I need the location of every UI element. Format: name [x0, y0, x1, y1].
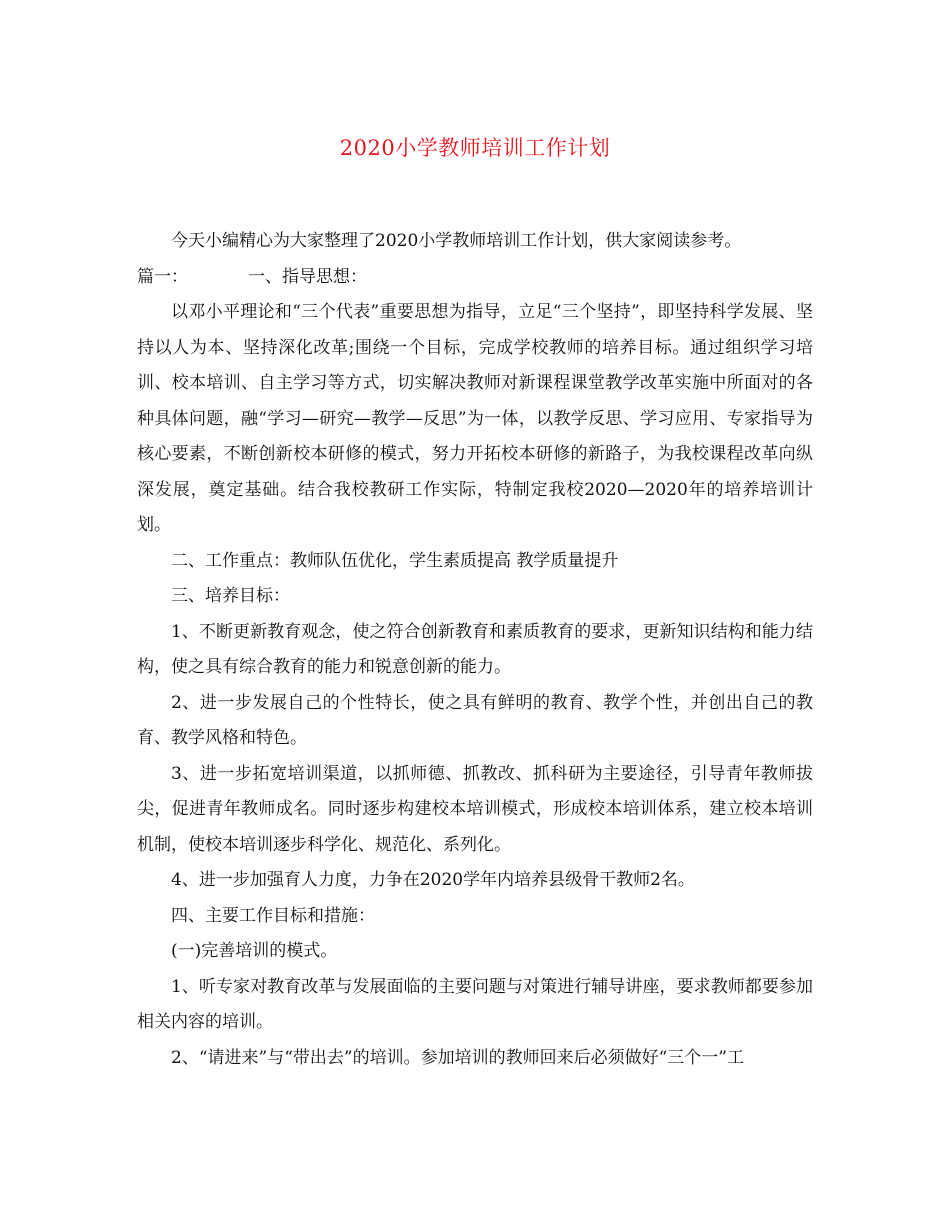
paragraph-goals-heading: 三、培养目标：: [171, 586, 290, 606]
paragraph-subheading-1: (一)完善培训的模式。: [171, 941, 338, 961]
paragraph-measures-heading: 四、主要工作目标和措施：: [171, 905, 375, 926]
paragraph-guiding-thought: 以邓小平理论和“三个代表”重要思想为指导，立足“三个坚持”，即坚持科学发展、坚持以人为本、坚持深化改革;围绕一个目标，完成学校教师的培养目标。通过组织学习培训、校本培训、自主学习等方式，切实解决教师对新课程课堂教学改革实施中所面对的各种具体问题，融“学习—研究—教学—反思”为一体，以教学反思、学习应用、专家指导为核心要素，不断创新校本研修的模式，努力开拓校本研修的新路子，为我校课程改革向纵深发展，奠定基础。结合我校教研工作实际，特制定我校2020—2020年的培养培训计划。: [137, 302, 813, 535]
document-title: 2020小学教师培训工作计划: [339, 136, 611, 160]
paragraph-measure-2: 2、“请进来”与“带出去”的培训。参加培训的教师回来后必须做好“三个一”工: [171, 1047, 744, 1068]
section-label: 篇一：: [137, 266, 188, 287]
document-body: [137, 224, 813, 1076]
paragraph-goal-4: 4、进一步加强育人力度，力争在2020学年内培养县级骨干教师2名。: [171, 870, 695, 890]
paragraph-work-focus: 二、工作重点：教师队伍优化，学生素质提高 教学质量提升: [171, 550, 619, 571]
paragraph-goal-3: 3、进一步拓宽培训渠道，以抓师德、抓教改、抓科研为主要途径，引导青年教师拔尖，促进青年教师成名。同时逐步构建校本培训模式，形成校本培训体系，建立校本培训机制，使校本培训逐步科学化、规范化、系列化。: [137, 763, 813, 855]
paragraph-goal-2: 2、进一步发展自己的个性特长，使之具有鲜明的教育、教学个性，并创出自己的教育、教学风格和特色。: [137, 692, 813, 748]
paragraph-intro: 今天小编精心为大家整理了2020小学教师培训工作计划，供大家阅读参考。: [171, 231, 742, 251]
section-line: [137, 260, 813, 296]
paragraph-measure-1: 1、听专家对教育改革与发展面临的主要问题与对策进行辅导讲座，要求教师都要参加相关内容的培训。: [137, 976, 813, 1032]
paragraph-goal-1: 1、不断更新教育观念，使之符合创新教育和素质教育的要求，更新知识结构和能力结构，使之具有综合教育的能力和锐意创新的能力。: [137, 621, 813, 677]
section-heading: 一、指导思想：: [248, 266, 367, 287]
